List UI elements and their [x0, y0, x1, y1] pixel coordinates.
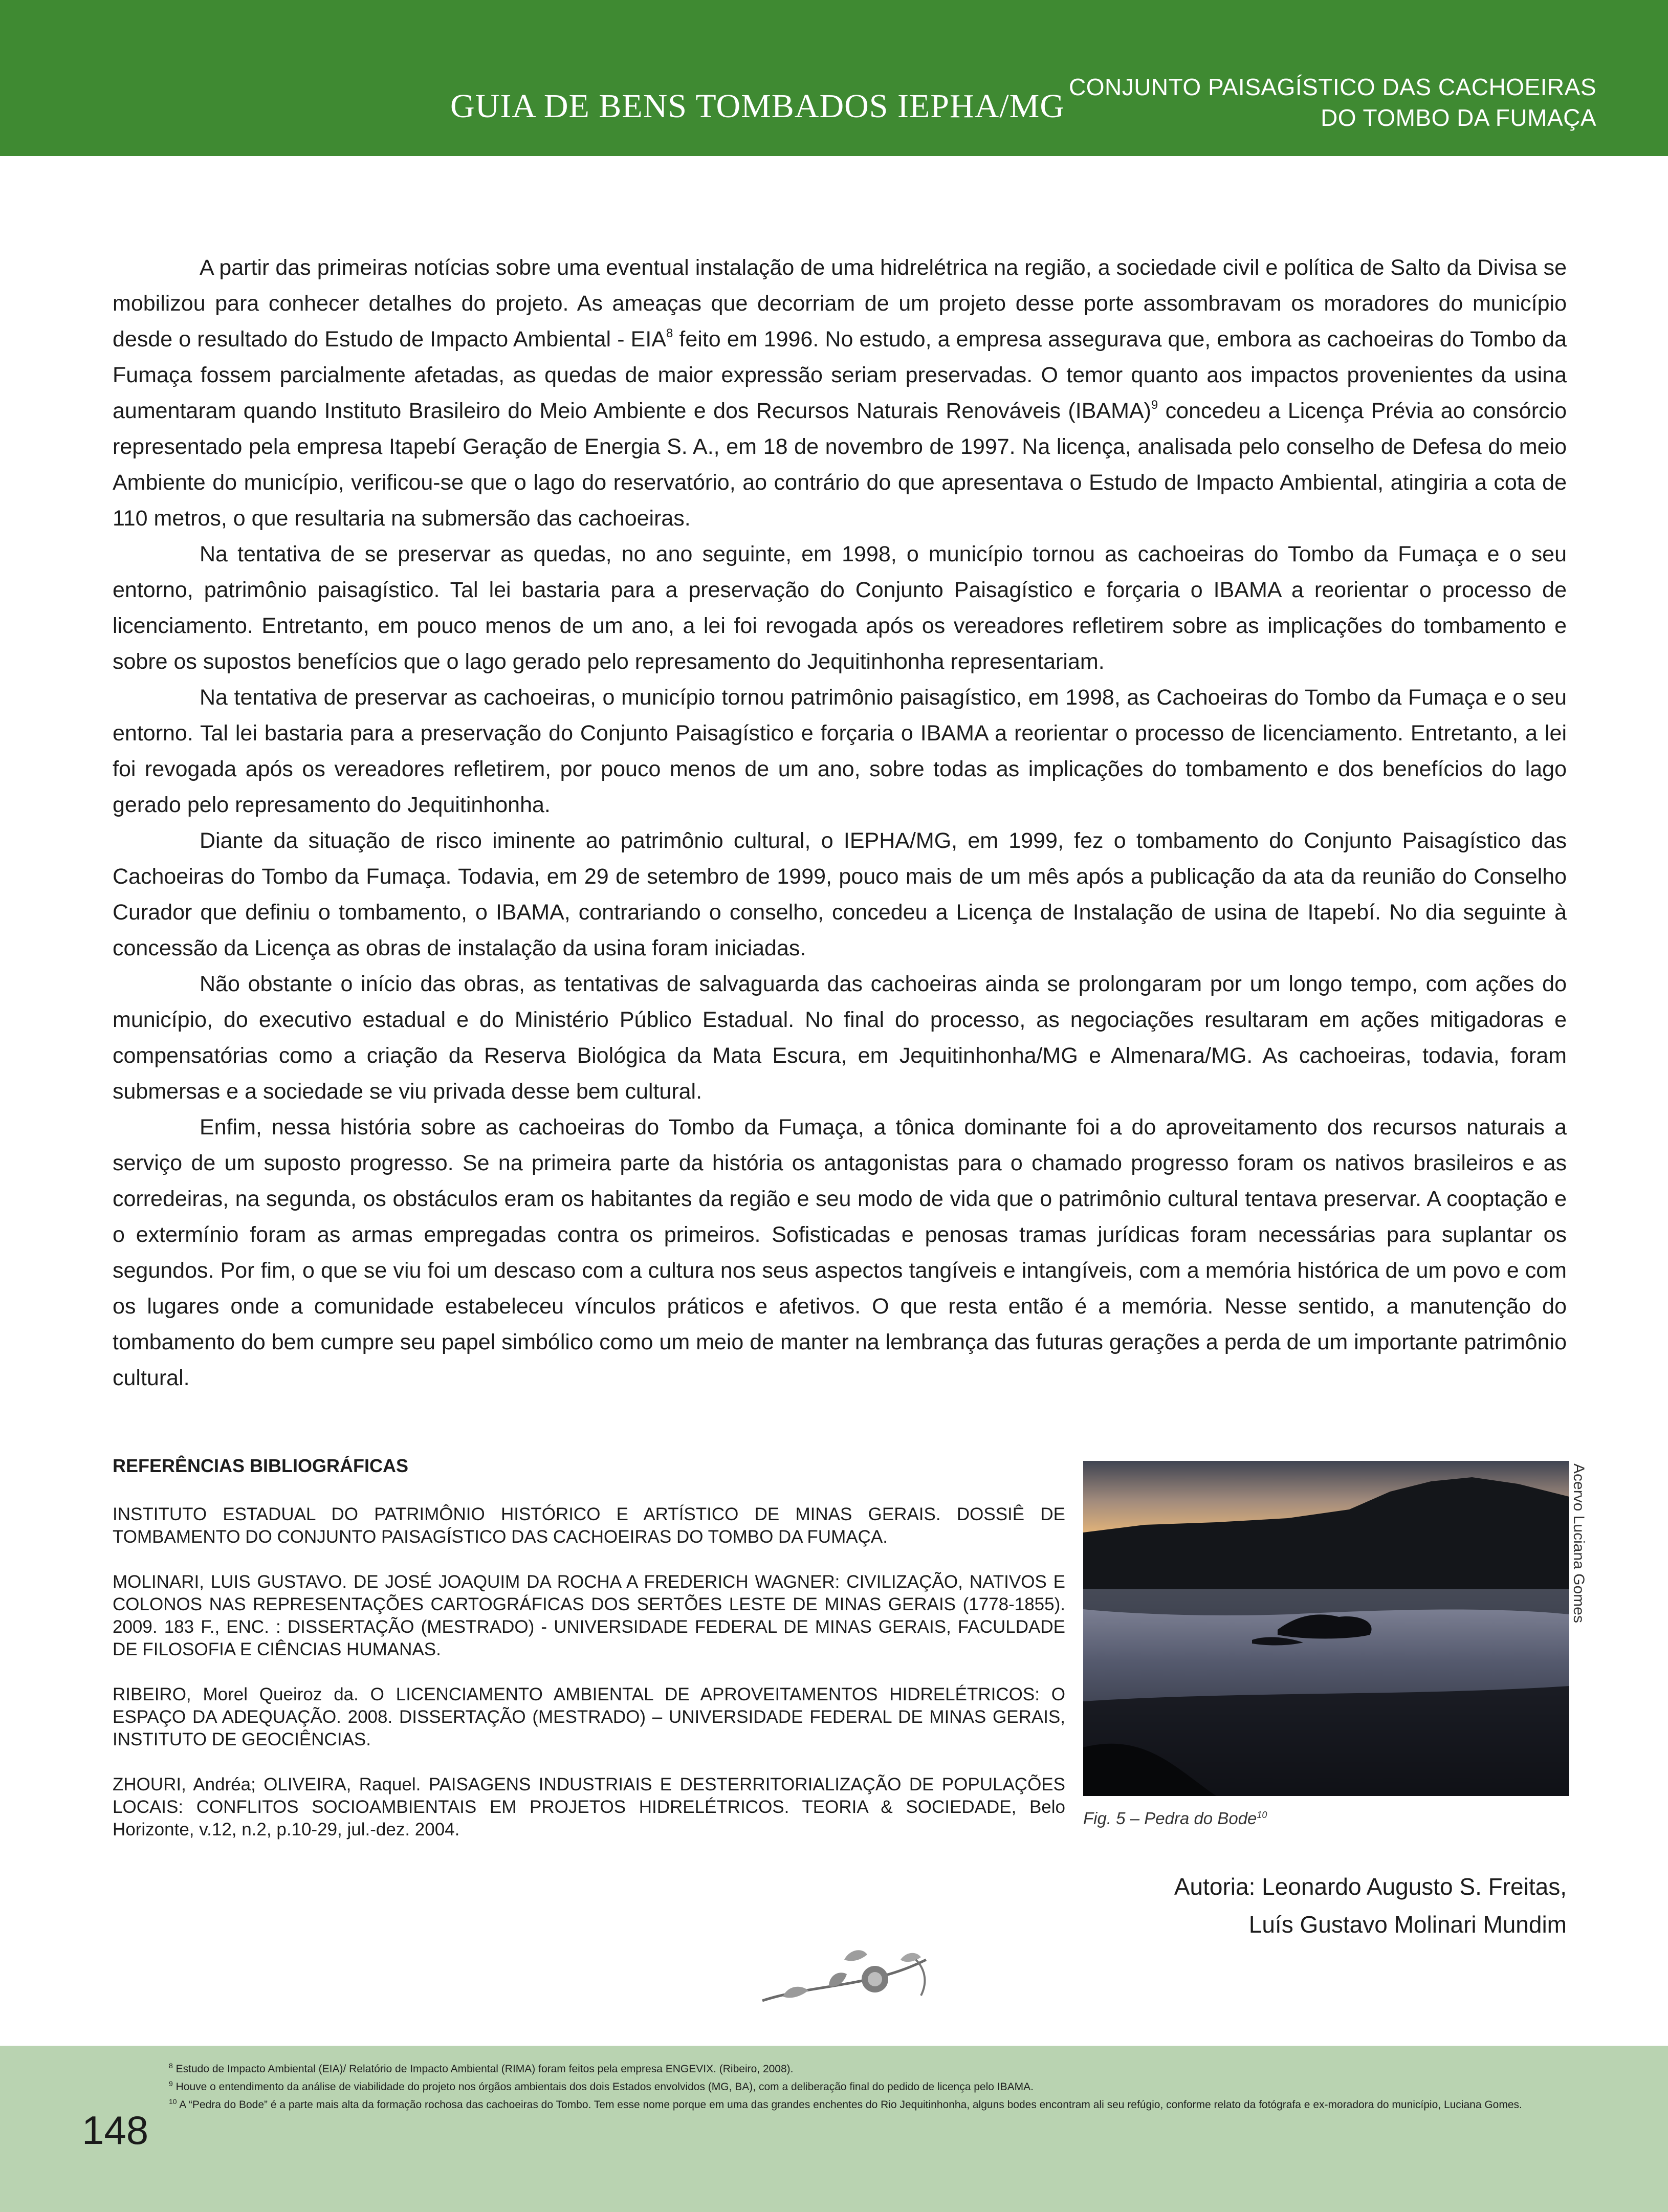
authorship-line-2: Luís Gustavo Molinari Mundim	[1248, 1911, 1567, 1938]
paragraph-5: Não obstante o início das obras, as tentativas de salvaguarda das cachoeiras ainda se prolongaram por um longo tempo, com ações do município, do executivo estadual e do Ministério Público Estadual. No final do processo, as negociações resultaram em ações mitigadoras e compensatórias como a criação da Reserva Biológica da Mata Escura, em Jequitinhonha/MG e Almenara/MG. As cachoeiras, todavia, foram submersas e a sociedade se viu privada desse bem cultural.	[113, 972, 1567, 1104]
paragraph-3: Na tentativa de preservar as cachoeiras, o município tornou patrimônio paisagístico, em 1998, as Cachoeiras do Tombo da Fumaça e o seu entorno. Tal lei bastaria para a preservação do Conjunto Paisagístico e forçaria o IBAMA a reorientar o processo de licenciamento. Entretanto, a lei foi revogada após os vereadores refletirem, por pouco menos de um ano, sobre todas as implicações do tombamento e dos benefícios do lago gerado pelo represamento do Jequitinhonha.	[113, 685, 1567, 817]
footnote-number: 10	[169, 2097, 177, 2106]
footnote-10	[169, 2094, 1596, 2112]
section-title	[1069, 72, 1596, 133]
paragraph-2: Na tentativa de se preservar as quedas, no ano seguinte, em 1998, o município tornou as cachoeiras do Tombo da Fumaça e o seu entorno, patrimônio paisagístico. Tal lei bastaria para a preservação do Conjunto Paisagístico e forçaria o IBAMA a reorientar o processo de licenciamento. Entretanto, em pouco menos de um ano, a lei foi revogada após os vereadores refletirem sobre as implicações do tombamento e sobre os supostos benefícios que o lago gerado pelo represamento do Jequitinhonha representariam.	[113, 542, 1567, 674]
rose-ornament-icon	[752, 1939, 936, 2016]
paragraph-1-part-a: A partir das primeiras notícias sobre uma eventual instalação de uma hidrelétrica na região, a sociedade civil e política de Salto da Divisa se mobilizou para conhecer detalhes do projeto. As ameaças que decorriam de um projeto desse porte assombravam os moradores do município desde o resultado do Estudo de Impacto Ambiental - EIA	[113, 255, 1567, 352]
footnote-ref-9: 9	[1151, 398, 1158, 412]
references-section	[113, 1453, 1065, 1864]
reference-entry: RIBEIRO, Morel Queiroz da. O LICENCIAMENTO AMBIENTAL DE APROVEITAMENTOS HIDRELÉTRICOS: O ESPAÇO DA ADEQUAÇÃO. 2008. DISSERTAÇÃO (MESTRADO) – UNIVERSIDADE FEDERAL DE MINAS GERAIS, INSTITUTO DE GEOCIÊNCIAS.	[113, 1684, 1065, 1749]
authorship	[1174, 1868, 1567, 1943]
page-number: 148	[82, 2108, 149, 2153]
footnote-number: 8	[169, 2062, 173, 2070]
guide-title: GUIA DE BENS TOMBADOS IEPHA/MG	[450, 87, 1065, 125]
reference-entry: INSTITUTO ESTADUAL DO PATRIMÔNIO HISTÓRICO E ARTÍSTICO DE MINAS GERAIS. DOSSIÊ DE TOMBAMENTO DO CONJUNTO PAISAGÍSTICO DAS CACHOEIRAS DO TOMBO DA FUMAÇA.	[113, 1504, 1065, 1547]
references-heading: REFERÊNCIAS BIBLIOGRÁFICAS	[113, 1455, 409, 1476]
footnote-ref-10: 10	[1257, 1810, 1267, 1820]
footnote-number: 9	[169, 2079, 173, 2088]
header-band	[0, 0, 1668, 156]
footnote-text: Houve o entendimento da análise de viabilidade do projeto nos órgãos ambientais dos dois Estados envolvidos (MG, BA), com a deliberação final do pedido de licença pelo IBAMA.	[172, 2081, 1034, 2093]
footnote-text: A “Pedra do Bode” é a parte mais alta da formação rochosa das cachoeiras do Tombo. Tem esse nome porque em uma das grandes enchentes do Rio Jequitinhonha, alguns bodes encontram ali seu refúgio, conforme relato da fotógrafa e ex-moradora do município, Luciana Gomes.	[177, 2099, 1522, 2111]
section-title-line-1: CONJUNTO PAISAGÍSTICO DAS CACHOEIRAS	[1068, 74, 1596, 100]
footnote-ref-8: 8	[666, 326, 673, 340]
photo-credit: Acervo Luciana Gomes	[1570, 1463, 1587, 1623]
pedra-do-bode-photo	[1083, 1461, 1569, 1796]
paragraph-4: Diante da situação de risco iminente ao patrimônio cultural, o IEPHA/MG, em 1999, fez o tombamento do Conjunto Paisagístico das Cachoeiras do Tombo da Fumaça. Todavia, em 29 de setembro de 1999, pouco mais de um mês após a publicação da ata da reunião do Conselho Curador que definiu o tombamento, o IBAMA, contrariando o conselho, concedeu a Licença de Instalação de usina de Itapebí. No dia seguinte à concessão da Licença as obras de instalação da usina foram iniciadas.	[113, 828, 1567, 960]
paragraph-6: Enfim, nessa história sobre as cachoeiras do Tombo da Fumaça, a tônica dominante foi a do aproveitamento dos recursos naturais a serviço de um suposto progresso. Se na primeira parte da história os antagonistas para o chamado progresso foram os nativos brasileiros e as corredeiras, na segunda, os obstáculos eram os habitantes da região e seu modo de vida que o patrimônio cultural tentava preservar. A cooptação e o extermínio foram as armas empregadas contra os primeiros. Sofisticadas e penosas tramas jurídicas foram necessárias para suplantar os segundos. Por fim, o que se viu foi um descaso com a cultura nos seus aspectos tangíveis e intangíveis, com a memória histórica de um povo e com os lugares onde a comunidade estabeleceu vínculos práticos e afetivos. O que resta então é a memória. Nesse sentido, a manutenção do tombamento do bem cumpre seu papel simbólico como um meio de manter na lembrança das futuras gerações a perda de um importante patrimônio cultural.	[113, 1115, 1567, 1390]
reference-entry: ZHOURI, Andréa; OLIVEIRA, Raquel. PAISAGENS INDUSTRIAIS E DESTERRITORIALIZAÇÃO DE POPULAÇÕES LOCAIS: CONFLITOS SOCIOAMBIENTAIS EM PROJETOS HIDRELÉTRICOS. TEORIA & SOCIEDADE, Belo Horizonte, v.12, n.2, p.10-29, jul.-dez. 2004.	[113, 1775, 1065, 1839]
photo-caption-text: Fig. 5 – Pedra do Bode	[1083, 1809, 1257, 1828]
footnote-8	[169, 2058, 1596, 2076]
authorship-line-1: Autoria: Leonardo Augusto S. Freitas,	[1174, 1873, 1567, 1900]
sunset-lake-image	[1083, 1461, 1569, 1796]
section-title-line-2: DO TOMBO DA FUMAÇA	[1321, 104, 1596, 131]
paragraph-1-part-c: concedeu a Licença Prévia ao consórcio representado pela empresa Itapebí Geração de Energia S. A., em 18 de novembro de 1997. Na licença, analisada pelo conselho de Defesa do meio Ambiente do município, verificou-se que o lago do reservatório, ao contrário do que apresentava o Estudo de Impacto Ambiental, atingiria a cota de 110 metros, o que resultaria na submersão das cachoeiras.	[113, 399, 1567, 531]
paragraph-1-part-b: feito em 1996. No estudo, a empresa assegurava que, embora as cachoeiras do Tombo da Fumaça fossem parcialmente afetadas, as quedas de maior expressão seriam preservadas. O temor quanto aos impactos provenientes da usina aumentaram quando Instituto Brasileiro do Meio Ambiente e dos Recursos Naturais Renováveis (IBAMA)	[113, 327, 1567, 423]
footnotes	[169, 2058, 1596, 2112]
reference-entry: MOLINARI, LUIS GUSTAVO. DE JOSÉ JOAQUIM DA ROCHA A FREDERICH WAGNER: CIVILIZAÇÃO, NATIVOS E COLONOS NAS REPRESENTAÇÕES CARTOGRÁFICAS DOS SERTÕES LESTE DE MINAS GERAIS (1778-1855). 2009. 183 F., ENC. : DISSERTAÇÃO (MESTRADO) - UNIVERSIDADE FEDERAL DE MINAS GERAIS, FACULDADE DE FILOSOFIA E CIÊNCIAS HUMANAS.	[113, 1572, 1065, 1659]
paragraph-1	[113, 250, 1567, 536]
article-body	[113, 250, 1567, 1396]
footnote-9	[169, 2076, 1596, 2094]
footnote-text: Estudo de Impacto Ambiental (EIA)/ Relatório de Impacto Ambiental (RIMA) foram feitos pela empresa ENGEVIX. (Ribeiro, 2008).	[172, 2063, 794, 2075]
photo-caption	[1083, 1809, 1267, 1828]
